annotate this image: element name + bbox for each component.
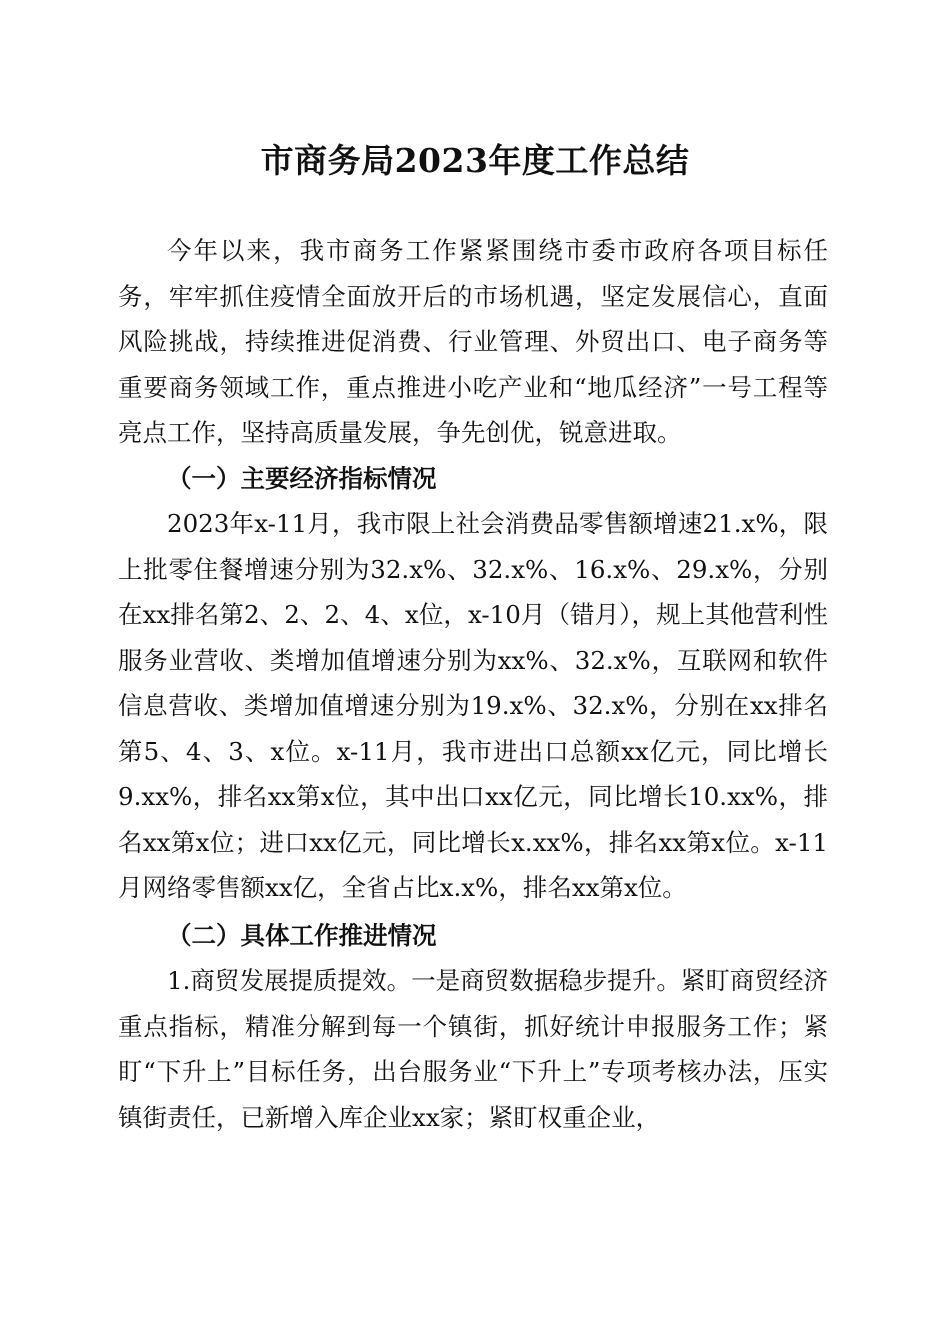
document-body	[118, 228, 828, 1140]
indicators-paragraph: 2023年x-11月，我市限上社会消费品零售额增速21.x%，限上批零住餐增速分别为32.x%、32.x%、16.x%、29.x%，分别在xx排名第2、2、2、4、x位，x-10月（错月），规上其他营利性服务业营收、类增加值增速分别为xx%、32.x%，互联网和软件信息营收、类增加值增速分别为19.x%、32.x%，分别在xx排名第5、4、3、x位。x-11月，我市进出口总额xx亿元，同比增长9.xx%，排名xx第x位，其中出口xx亿元，同比增长10.xx%，排名xx第x位；进口xx亿元，同比增长x.xx%，排名xx第x位。x-11月网络零售额xx亿，全省占比x.x%，排名xx第x位。	[118, 509, 828, 902]
section-heading-work-progress: （二）具体工作推进情况	[167, 920, 437, 950]
intro-paragraph: 今年以来，我市商务工作紧紧围绕市委市政府各项目标任务，牢牢抓住疫情全面放开后的市场机遇，坚定发展信心，直面风险挑战，持续推进促消费、行业管理、外贸出口、电子商务等重要商务领域工作，重点推进小吃产业和“地瓜经济”一号工程等亮点工作，坚持高质量发展，争先创优，锐意进取。	[118, 236, 828, 447]
document-title: 市商务局2023年度工作总结	[260, 141, 690, 180]
work-item-paragraph: 1.商贸发展提质提效。一是商贸数据稳步提升。紧盯商贸经济重点指标，精准分解到每一个镇街，抓好统计申报服务工作；紧盯“下升上”目标任务，出台服务业“下升上”专项考核办法，压实镇街责任，已新增入库企业xx家；紧盯权重企业，	[118, 966, 828, 1132]
section-heading-main-indicators: （一）主要经济指标情况	[167, 463, 437, 493]
